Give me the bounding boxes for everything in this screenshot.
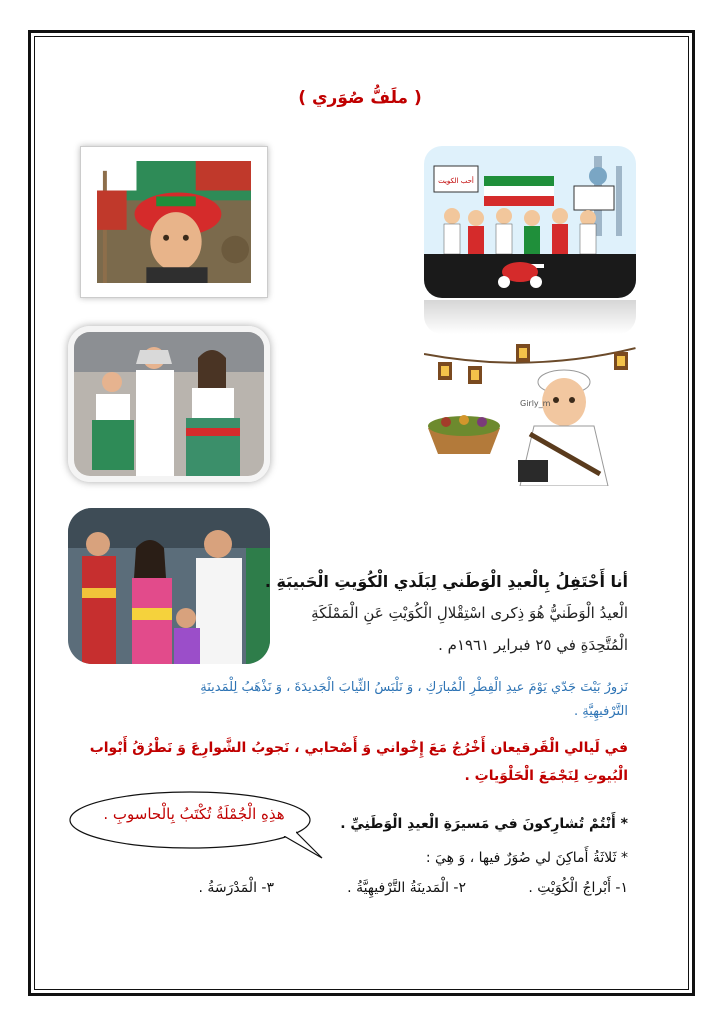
photo-boy-flag [80,146,268,298]
red-line-1: في لَيالي الْقَرقيعان أَخْرُجُ مَعَ إِخْواني وَ أَصْحابي ، نَجوبُ الشَّوارِعَ وَ نَطْرُقُ أَبْواب [89,740,628,756]
blue-line-2: التَّرْفيهِيَّةِ . [574,704,628,719]
heading-national-day: أنا أَحْتَفِلُ بِالْعيدِ الْوَطَني لِبَلَدي الْكُوَيتِ الْحَبيبَةِ . [264,572,628,591]
bullet-places: * ثَلاثَةُ أَماكِنَ لي صُوَرٌ فيها ، وَ هِيَ : [425,850,628,866]
photo-cartoon-boy-lanterns [424,334,636,486]
paragraph-line-2: الْمُتَّحِدَةِ في ٢٥ فبراير ١٩٦١م . [438,636,628,654]
place-item-3: ٣- الْمَدْرَسَةُ . [198,880,274,896]
page-title: ( ملَفُّ صُوَري ) [298,88,422,108]
paragraph-line-1: الْعيدُ الْوَطَنيُّ هُوَ ذِكرى اسْتِقْلالِ الْكُوَيْتِ عَنِ الْمَمْلَكَةِ [311,604,628,622]
speech-bubble [66,786,326,866]
photo-children-traditional [68,326,270,482]
photo-parade-drawing [424,146,636,298]
place-item-1: ١- أَبْراجُ الْكُوَيْتِ . [528,880,628,896]
parade-sign-text: أحب الكويت [438,177,474,185]
bubble-text: هذِهِ الْجُمْلَةُ تُكْتَبُ بِالْحاسوبِ . [103,805,285,823]
blue-line-1: نَزورُ بَيْتَ جَدّي يَوْمَ عيدِ الْفِطْرِ الْمُبارَكِ ، وَ نَلْبَسُ الثِّيابَ الْجَديدَةَ ، وَ نَذْهَبُ لِلْمَدينَةِ [200,680,628,695]
photo-children-group [68,508,270,664]
watermark-text: Girly_m [520,399,551,408]
place-item-2: ٢- الْمَدينَةُ التَّرْفيهِيَّةُ . [347,880,466,896]
photo-parade-reflection [424,300,636,334]
bullet-parade: * أَنْتُمْ تُشارِكونَ في مَسيرَةِ الْعيدِ الْوَطَنِيِّ . [340,816,628,832]
red-line-2: الْبُيوتِ لِنَجْمَعَ الْحَلْوَياتِ . [464,768,628,784]
